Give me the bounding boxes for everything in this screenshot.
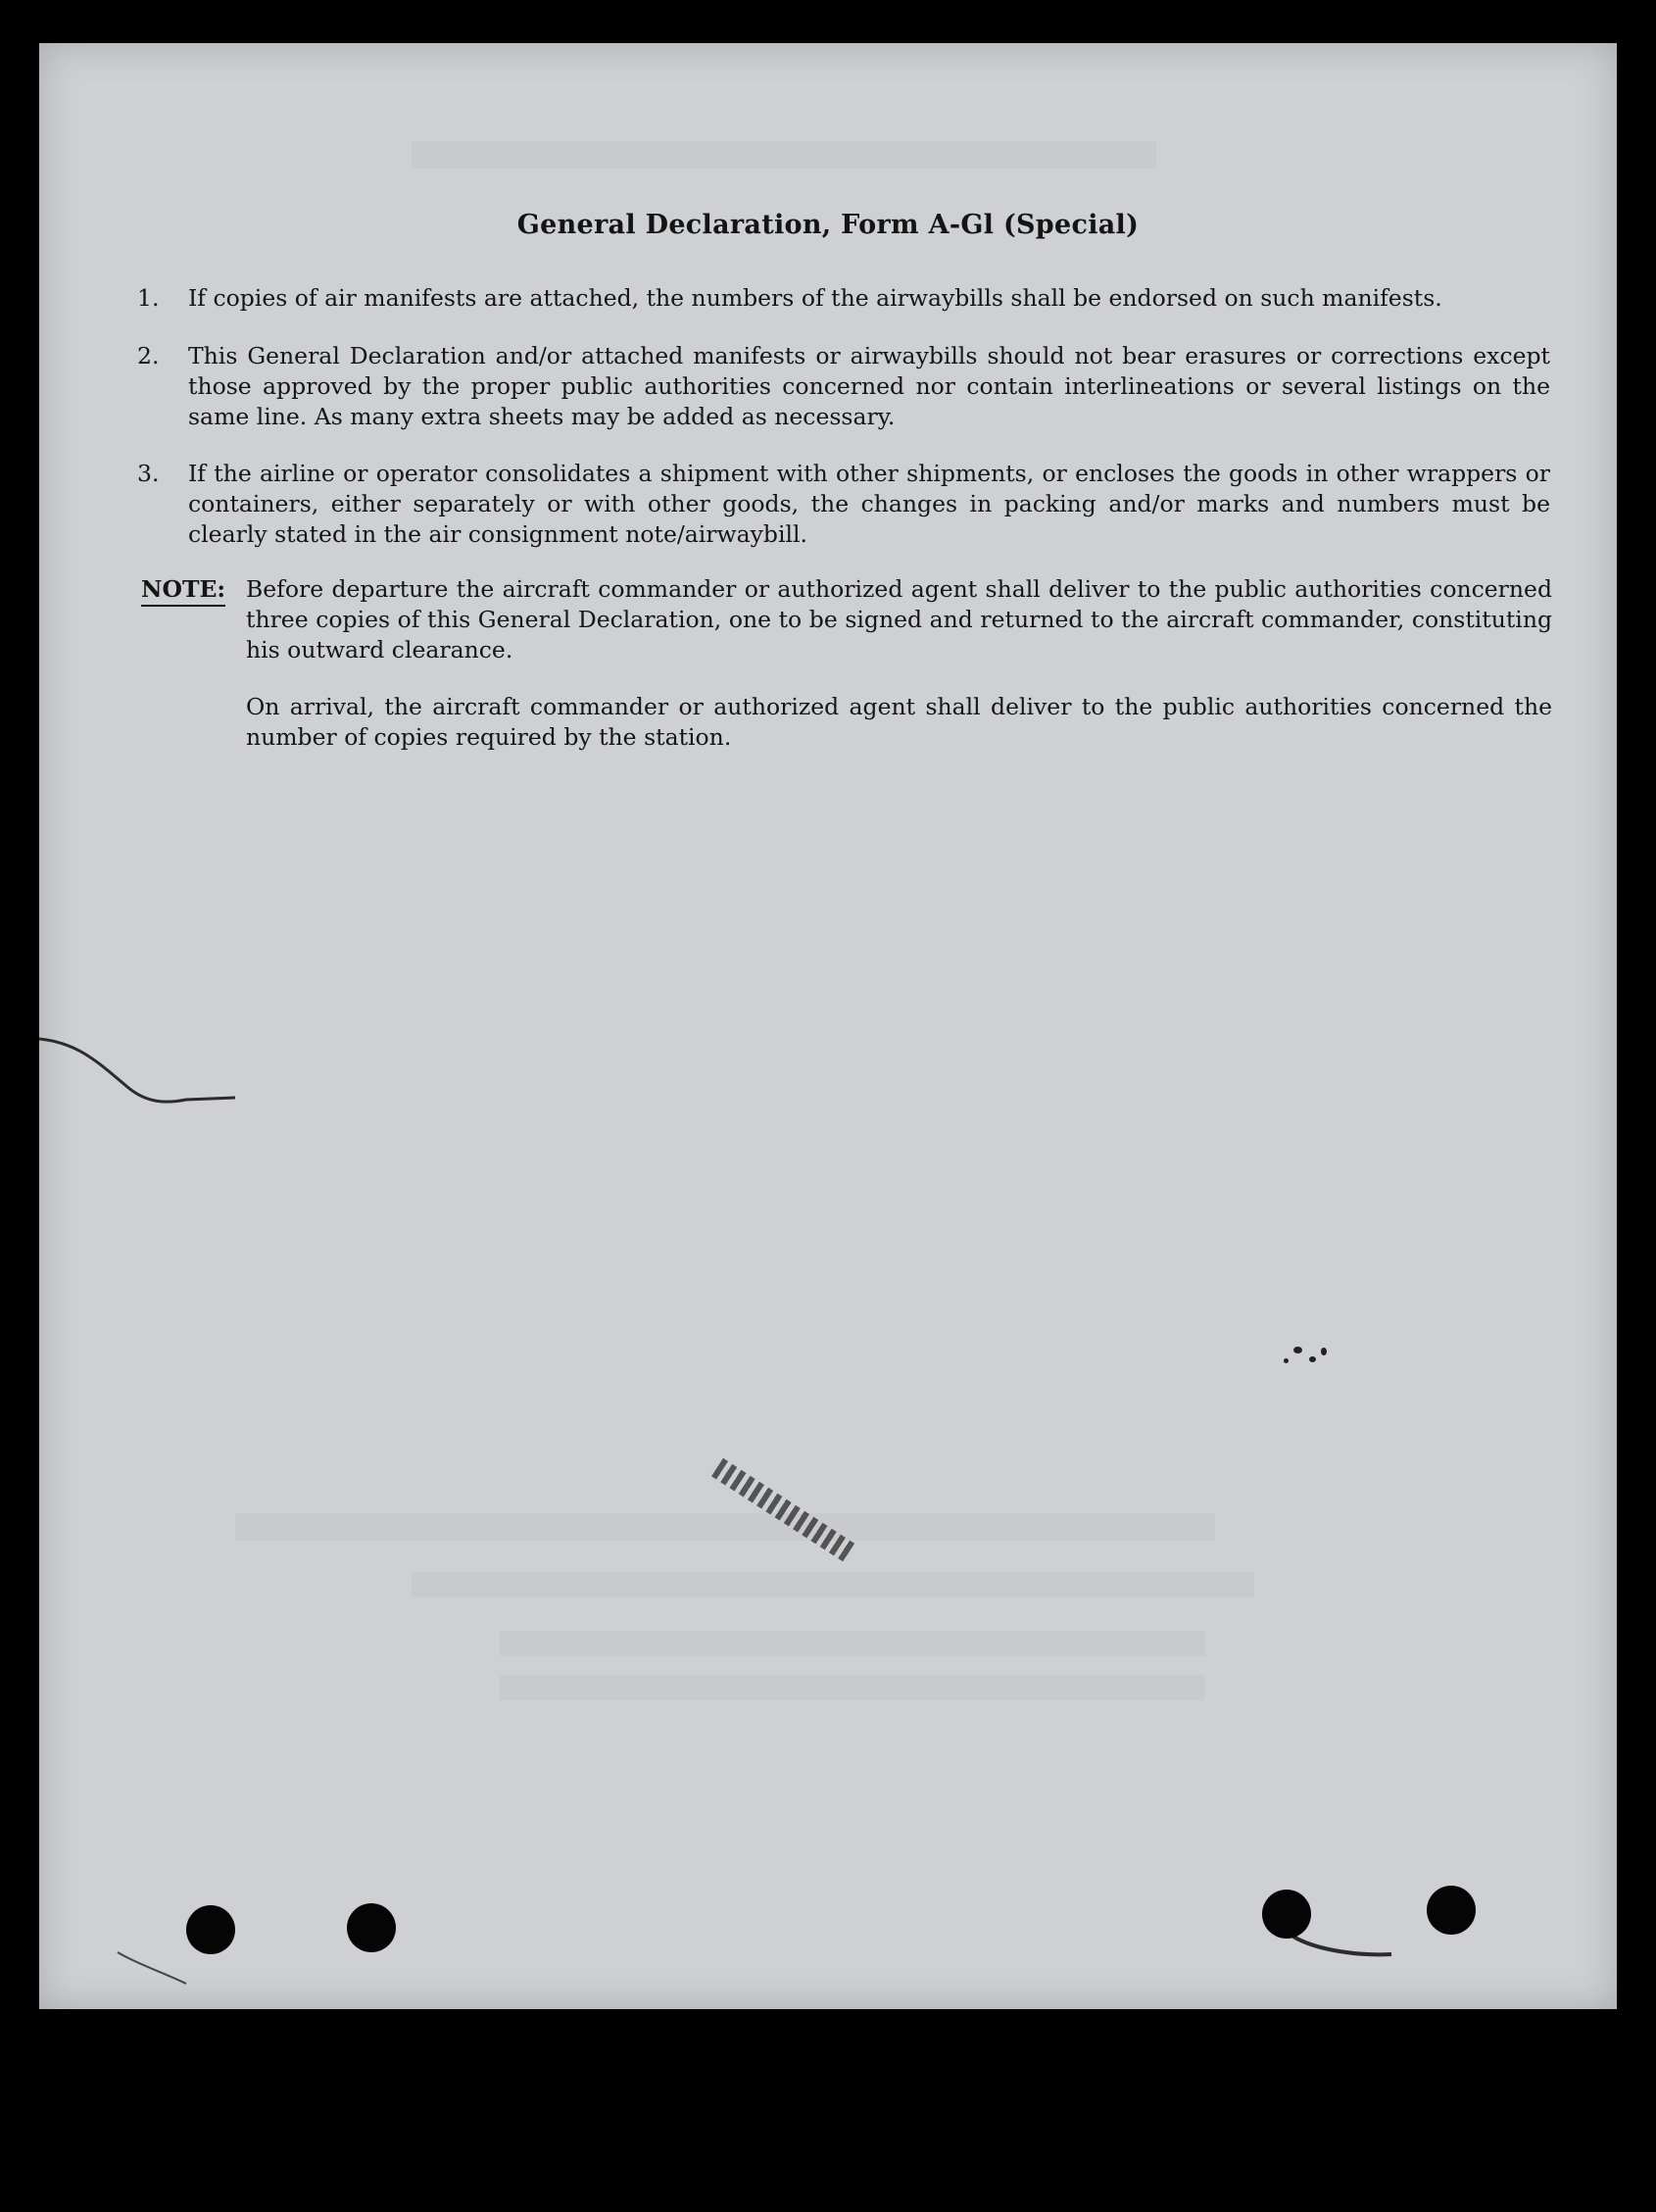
- item-text: If copies of air manifests are attached, the numbers of the airwaybills shall be endorsed on such manifests.: [188, 284, 1442, 312]
- punch-hole: [347, 1903, 396, 1952]
- item-text: This General Declaration and/or attached manifests or airwaybills should not bear erasures or corrections except those approved by the proper public authorities concerned nor contain interlineations or several listings on the same line. As many extra sheets may be added as necessary.: [188, 342, 1550, 430]
- paper-sheet: [39, 43, 1617, 2009]
- item-text: If the airline or operator consolidates a shipment with other shipments, or encloses the goods in other wrappers or containers, either separately or with other goods, the changes in packing and/or marks and numbers must be clearly stated in the air consignment note/airwaybill.: [188, 460, 1550, 548]
- item-number: 3.: [137, 460, 160, 487]
- note-paragraph-1: Before departure the aircraft commander or authorized agent shall deliver to the public authorities concerned three copies of this General Declaration, one to be signed and returned to the aircraft commander, constituting his outward clearance.: [246, 575, 1552, 664]
- punch-hole: [1262, 1890, 1311, 1939]
- document-title: General Declaration, Form A-Gl (Special): [516, 210, 1140, 240]
- item-number: 2.: [137, 342, 160, 369]
- note-paragraph-2: On arrival, the aircraft commander or authorized agent shall deliver to the public authorities concerned the number of copies required by the station.: [246, 693, 1552, 751]
- punch-hole: [1427, 1886, 1476, 1935]
- pen-scratch: [39, 43, 1617, 2009]
- punch-hole: [186, 1905, 235, 1954]
- item-number: 1.: [137, 284, 160, 312]
- note-label: NOTE:: [141, 574, 225, 607]
